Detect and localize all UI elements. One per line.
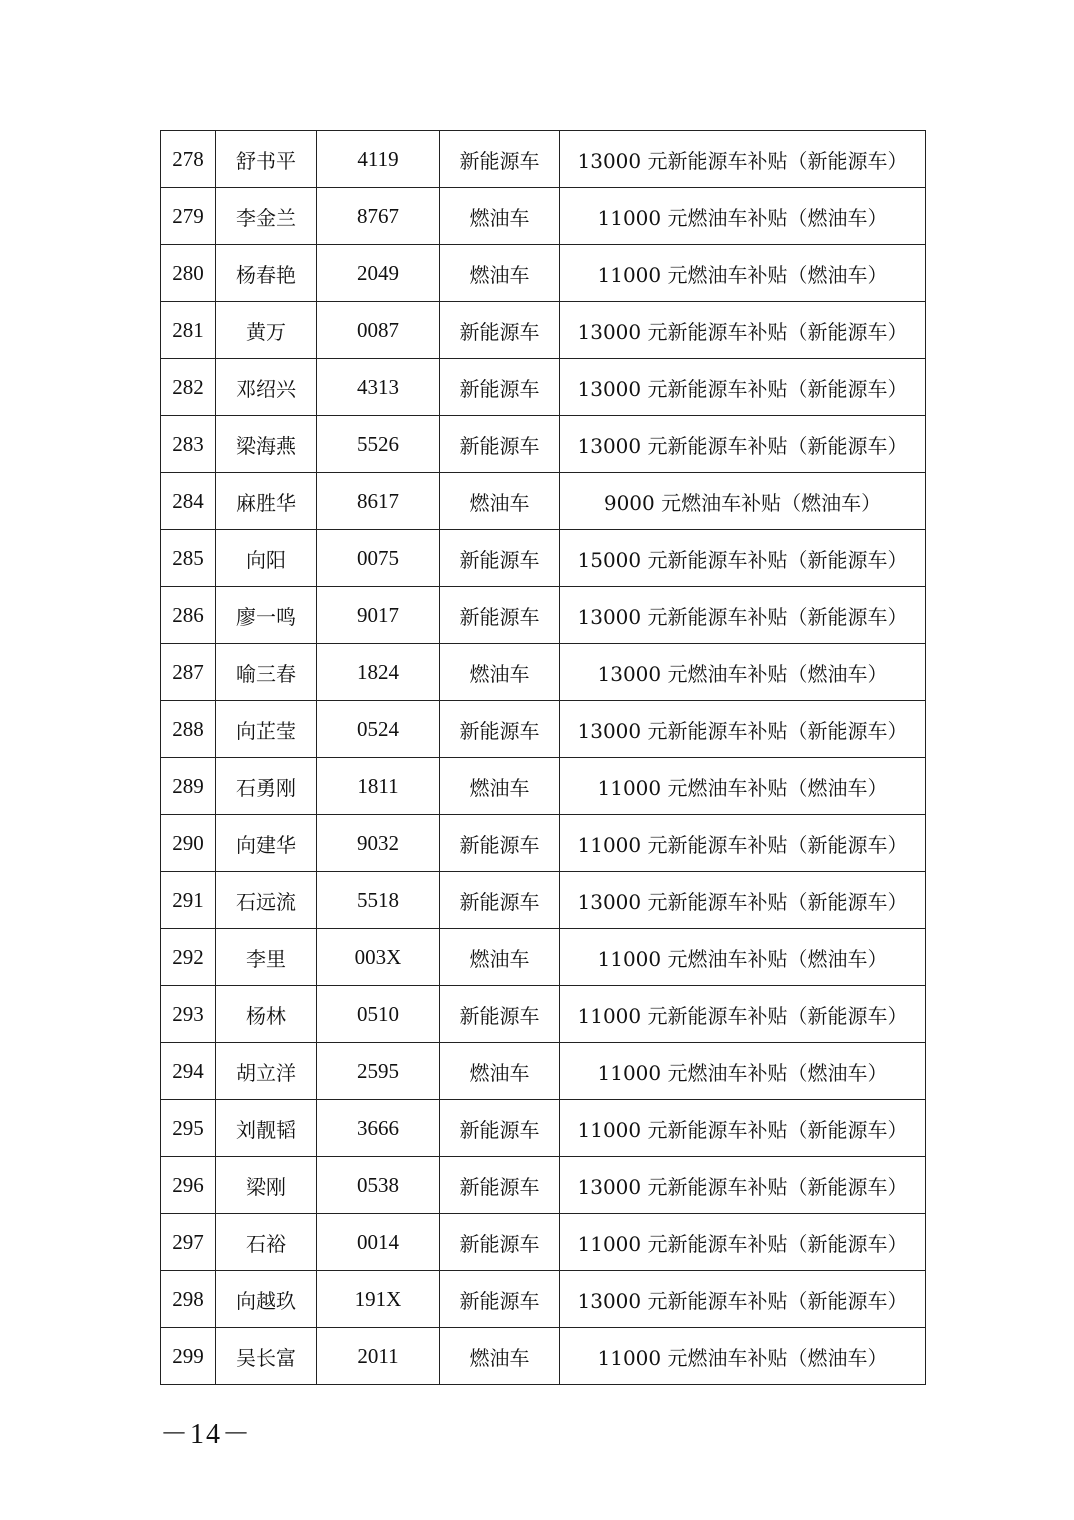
- name-cell: 杨林: [216, 986, 317, 1043]
- table-row: [161, 644, 926, 701]
- table-row: [161, 701, 926, 758]
- row-number-cell: 298: [161, 1271, 216, 1328]
- row-number-cell: 290: [161, 815, 216, 872]
- name-cell: 向越玖: [216, 1271, 317, 1328]
- table-row: [161, 1271, 926, 1328]
- name-cell: 向建华: [216, 815, 317, 872]
- subsidy-cell: 13000 元新能源车补贴（新能源车）: [560, 131, 926, 188]
- id-suffix-cell: 2595: [317, 1043, 440, 1100]
- name-cell: 杨春艳: [216, 245, 317, 302]
- id-suffix-cell: 9032: [317, 815, 440, 872]
- row-number-cell: 279: [161, 188, 216, 245]
- table-row: [161, 1214, 926, 1271]
- table-row: [161, 986, 926, 1043]
- row-number-cell: 295: [161, 1100, 216, 1157]
- table-row: [161, 872, 926, 929]
- vehicle-type-cell: 新能源车: [440, 1214, 560, 1271]
- row-number-cell: 278: [161, 131, 216, 188]
- row-number-cell: 288: [161, 701, 216, 758]
- row-number-cell: 299: [161, 1328, 216, 1385]
- id-suffix-cell: 0524: [317, 701, 440, 758]
- vehicle-type-cell: 新能源车: [440, 872, 560, 929]
- subsidy-cell: 11000 元燃油车补贴（燃油车）: [560, 1043, 926, 1100]
- row-number-cell: 291: [161, 872, 216, 929]
- row-number-cell: 297: [161, 1214, 216, 1271]
- table-row: [161, 359, 926, 416]
- name-cell: 石勇刚: [216, 758, 317, 815]
- name-cell: 麻胜华: [216, 473, 317, 530]
- id-suffix-cell: 9017: [317, 587, 440, 644]
- id-suffix-cell: 5518: [317, 872, 440, 929]
- name-cell: 石远流: [216, 872, 317, 929]
- vehicle-type-cell: 新能源车: [440, 815, 560, 872]
- row-number-cell: 281: [161, 302, 216, 359]
- subsidy-cell: 13000 元新能源车补贴（新能源车）: [560, 872, 926, 929]
- id-suffix-cell: 0087: [317, 302, 440, 359]
- id-suffix-cell: 1824: [317, 644, 440, 701]
- name-cell: 邓绍兴: [216, 359, 317, 416]
- table-row: [161, 302, 926, 359]
- subsidy-cell: 11000 元燃油车补贴（燃油车）: [560, 188, 926, 245]
- row-number-cell: 294: [161, 1043, 216, 1100]
- table-row: [161, 815, 926, 872]
- id-suffix-cell: 5526: [317, 416, 440, 473]
- row-number-cell: 280: [161, 245, 216, 302]
- vehicle-type-cell: 新能源车: [440, 587, 560, 644]
- subsidy-cell: 13000 元新能源车补贴（新能源车）: [560, 416, 926, 473]
- row-number-cell: 287: [161, 644, 216, 701]
- table-row: [161, 1157, 926, 1214]
- table-row: [161, 758, 926, 815]
- table-row: [161, 131, 926, 188]
- name-cell: 李里: [216, 929, 317, 986]
- id-suffix-cell: 8617: [317, 473, 440, 530]
- vehicle-type-cell: 新能源车: [440, 1271, 560, 1328]
- subsidy-cell: 15000 元新能源车补贴（新能源车）: [560, 530, 926, 587]
- subsidy-cell: 13000 元新能源车补贴（新能源车）: [560, 302, 926, 359]
- name-cell: 梁刚: [216, 1157, 317, 1214]
- subsidy-cell: 13000 元新能源车补贴（新能源车）: [560, 1157, 926, 1214]
- row-number-cell: 286: [161, 587, 216, 644]
- id-suffix-cell: 8767: [317, 188, 440, 245]
- subsidy-cell: 11000 元新能源车补贴（新能源车）: [560, 1214, 926, 1271]
- name-cell: 刘靓韬: [216, 1100, 317, 1157]
- id-suffix-cell: 4119: [317, 131, 440, 188]
- row-number-cell: 289: [161, 758, 216, 815]
- id-suffix-cell: 0014: [317, 1214, 440, 1271]
- vehicle-type-cell: 燃油车: [440, 929, 560, 986]
- name-cell: 李金兰: [216, 188, 317, 245]
- name-cell: 梁海燕: [216, 416, 317, 473]
- table-row: [161, 929, 926, 986]
- row-number-cell: 285: [161, 530, 216, 587]
- subsidy-table-body: [161, 131, 926, 1385]
- row-number-cell: 282: [161, 359, 216, 416]
- id-suffix-cell: 0538: [317, 1157, 440, 1214]
- vehicle-type-cell: 新能源车: [440, 1100, 560, 1157]
- row-number-cell: 292: [161, 929, 216, 986]
- vehicle-type-cell: 新能源车: [440, 131, 560, 188]
- subsidy-cell: 13000 元新能源车补贴（新能源车）: [560, 701, 926, 758]
- subsidy-cell: 9000 元燃油车补贴（燃油车）: [560, 473, 926, 530]
- vehicle-type-cell: 燃油车: [440, 644, 560, 701]
- table-row: [161, 1100, 926, 1157]
- vehicle-type-cell: 燃油车: [440, 758, 560, 815]
- row-number-cell: 284: [161, 473, 216, 530]
- table-row: [161, 587, 926, 644]
- table-row: [161, 473, 926, 530]
- name-cell: 吴长富: [216, 1328, 317, 1385]
- table-row: [161, 416, 926, 473]
- vehicle-type-cell: 燃油车: [440, 188, 560, 245]
- vehicle-type-cell: 燃油车: [440, 1328, 560, 1385]
- name-cell: 廖一鸣: [216, 587, 317, 644]
- id-suffix-cell: 3666: [317, 1100, 440, 1157]
- table-row: [161, 1328, 926, 1385]
- table-row: [161, 530, 926, 587]
- subsidy-table: [160, 130, 926, 1385]
- subsidy-cell: 13000 元燃油车补贴（燃油车）: [560, 644, 926, 701]
- vehicle-type-cell: 新能源车: [440, 530, 560, 587]
- subsidy-cell: 11000 元新能源车补贴（新能源车）: [560, 1100, 926, 1157]
- name-cell: 黄万: [216, 302, 317, 359]
- id-suffix-cell: 003X: [317, 929, 440, 986]
- id-suffix-cell: 191X: [317, 1271, 440, 1328]
- name-cell: 石裕: [216, 1214, 317, 1271]
- subsidy-cell: 11000 元新能源车补贴（新能源车）: [560, 815, 926, 872]
- subsidy-cell: 11000 元燃油车补贴（燃油车）: [560, 758, 926, 815]
- name-cell: 向阳: [216, 530, 317, 587]
- name-cell: 胡立洋: [216, 1043, 317, 1100]
- subsidy-cell: 13000 元新能源车补贴（新能源车）: [560, 1271, 926, 1328]
- id-suffix-cell: 1811: [317, 758, 440, 815]
- subsidy-cell: 11000 元燃油车补贴（燃油车）: [560, 929, 926, 986]
- vehicle-type-cell: 新能源车: [440, 359, 560, 416]
- name-cell: 喻三春: [216, 644, 317, 701]
- name-cell: 向芷莹: [216, 701, 317, 758]
- table-row: [161, 245, 926, 302]
- row-number-cell: 296: [161, 1157, 216, 1214]
- vehicle-type-cell: 新能源车: [440, 416, 560, 473]
- id-suffix-cell: 4313: [317, 359, 440, 416]
- row-number-cell: 283: [161, 416, 216, 473]
- table-row: [161, 1043, 926, 1100]
- vehicle-type-cell: 燃油车: [440, 473, 560, 530]
- subsidy-cell: 11000 元燃油车补贴（燃油车）: [560, 245, 926, 302]
- subsidy-cell: 13000 元新能源车补贴（新能源车）: [560, 587, 926, 644]
- row-number-cell: 293: [161, 986, 216, 1043]
- subsidy-cell: 13000 元新能源车补贴（新能源车）: [560, 359, 926, 416]
- subsidy-cell: 11000 元新能源车补贴（新能源车）: [560, 986, 926, 1043]
- vehicle-type-cell: 新能源车: [440, 302, 560, 359]
- vehicle-type-cell: 新能源车: [440, 1157, 560, 1214]
- page-number: －14－: [160, 1419, 253, 1450]
- id-suffix-cell: 2011: [317, 1328, 440, 1385]
- vehicle-type-cell: 燃油车: [440, 245, 560, 302]
- vehicle-type-cell: 新能源车: [440, 701, 560, 758]
- id-suffix-cell: 2049: [317, 245, 440, 302]
- id-suffix-cell: 0075: [317, 530, 440, 587]
- table-row: [161, 188, 926, 245]
- id-suffix-cell: 0510: [317, 986, 440, 1043]
- subsidy-cell: 11000 元燃油车补贴（燃油车）: [560, 1328, 926, 1385]
- name-cell: 舒书平: [216, 131, 317, 188]
- vehicle-type-cell: 新能源车: [440, 986, 560, 1043]
- vehicle-type-cell: 燃油车: [440, 1043, 560, 1100]
